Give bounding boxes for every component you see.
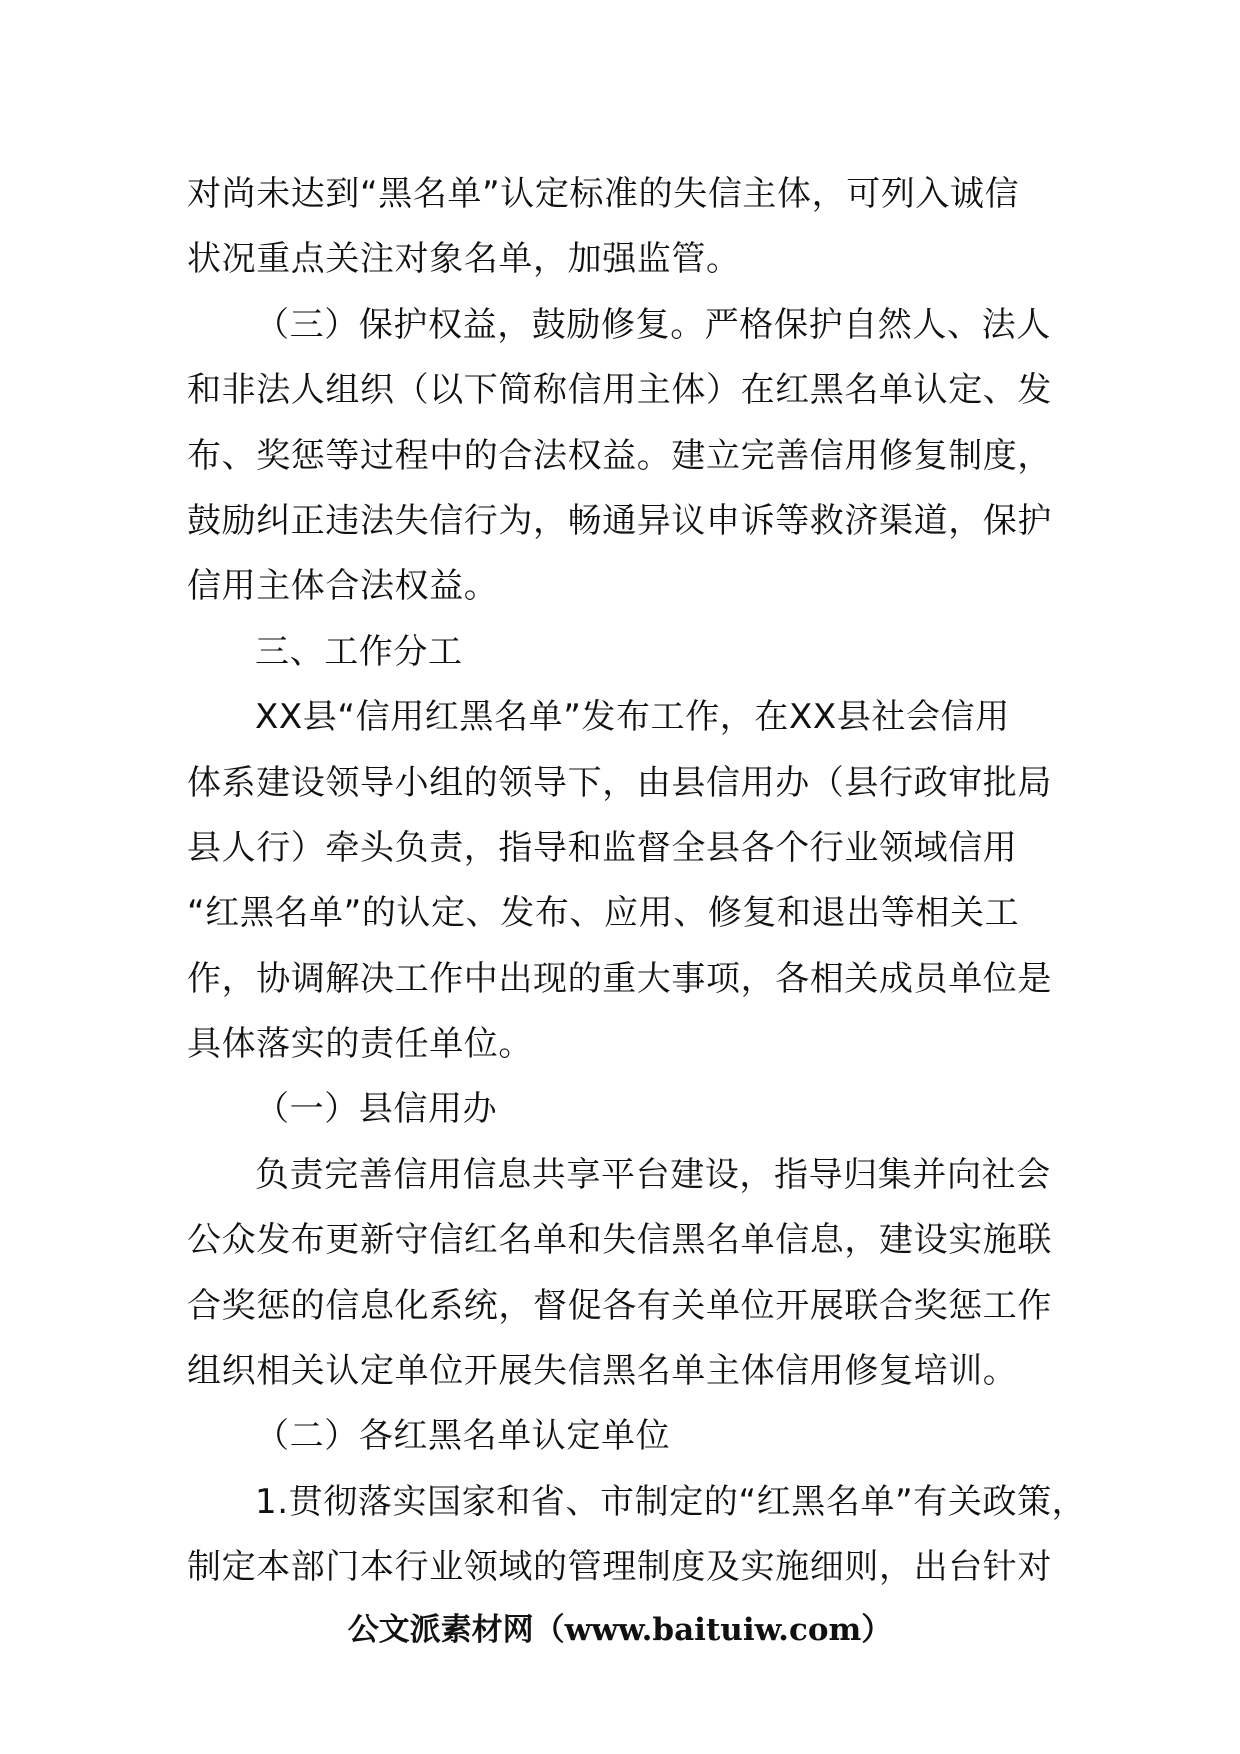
text-line: 合奖惩的信息化系统，督促各有关单位开展联合奖惩工作 bbox=[187, 1285, 1052, 1326]
text-line: 体系建设领导小组的领导下，由县信用办（县行政审批局 bbox=[187, 762, 1052, 803]
text-line: 鼓励纠正违法失信行为，畅通异议申诉等救济渠道，保护 bbox=[187, 500, 1052, 541]
text-line: “红黑名单”的认定、发布、应用、修复和退出等相关工 bbox=[187, 893, 1020, 934]
text-line: 作，协调解决工作中出现的重大事项，各相关成员单位是 bbox=[187, 958, 1052, 999]
text-line: 对尚未达到“黑名单”认定标准的失信主体，可列入诚信 bbox=[187, 174, 1020, 214]
text-line: 制定本部门本行业领域的管理制度及实施细则，出台针对 bbox=[187, 1547, 1052, 1588]
text-line: 和非法人组织（以下简称信用主体）在红黑名单认定、发 bbox=[187, 370, 1052, 411]
text-line: XX县“信用红黑名单”发布工作，在XX县社会信用 bbox=[255, 697, 1010, 738]
text-line: 布、奖惩等过程中的合法权益。建立完善信用修复制度， bbox=[187, 435, 1052, 476]
text-line: 信用主体合法权益。 bbox=[187, 566, 499, 607]
text-line: （三）保护权益，鼓励修复。严格保护自然人、法人 bbox=[255, 304, 1051, 345]
text-line: 组织相关认定单位开展失信黑名单主体信用修复培训。 bbox=[187, 1351, 1018, 1392]
document-body bbox=[187, 162, 1087, 1601]
text-line: （一）县信用办 bbox=[255, 1089, 498, 1130]
text-line: 状况重点关注对象名单，加强监管。 bbox=[187, 239, 741, 280]
text-line: 三、工作分工 bbox=[255, 631, 463, 672]
text-line: 公众发布更新守信红名单和失信黑名单信息，建设实施联 bbox=[187, 1220, 1052, 1261]
text-line: 1.贯彻落实国家和省、市制定的“红黑名单”有关政策， bbox=[255, 1481, 1087, 1522]
footer-watermark: 公文派素材网（www.baituiw.com） bbox=[347, 1612, 893, 1648]
text-line: （二）各红黑名单认定单位 bbox=[255, 1416, 671, 1457]
text-line: 负责完善信用信息共享平台建设，指导归集并向社会 bbox=[255, 1154, 1051, 1195]
text-line: 县人行）牵头负责，指导和监督全县各个行业领域信用 bbox=[187, 827, 1018, 868]
text-line: 具体落实的责任单位。 bbox=[187, 1024, 533, 1065]
